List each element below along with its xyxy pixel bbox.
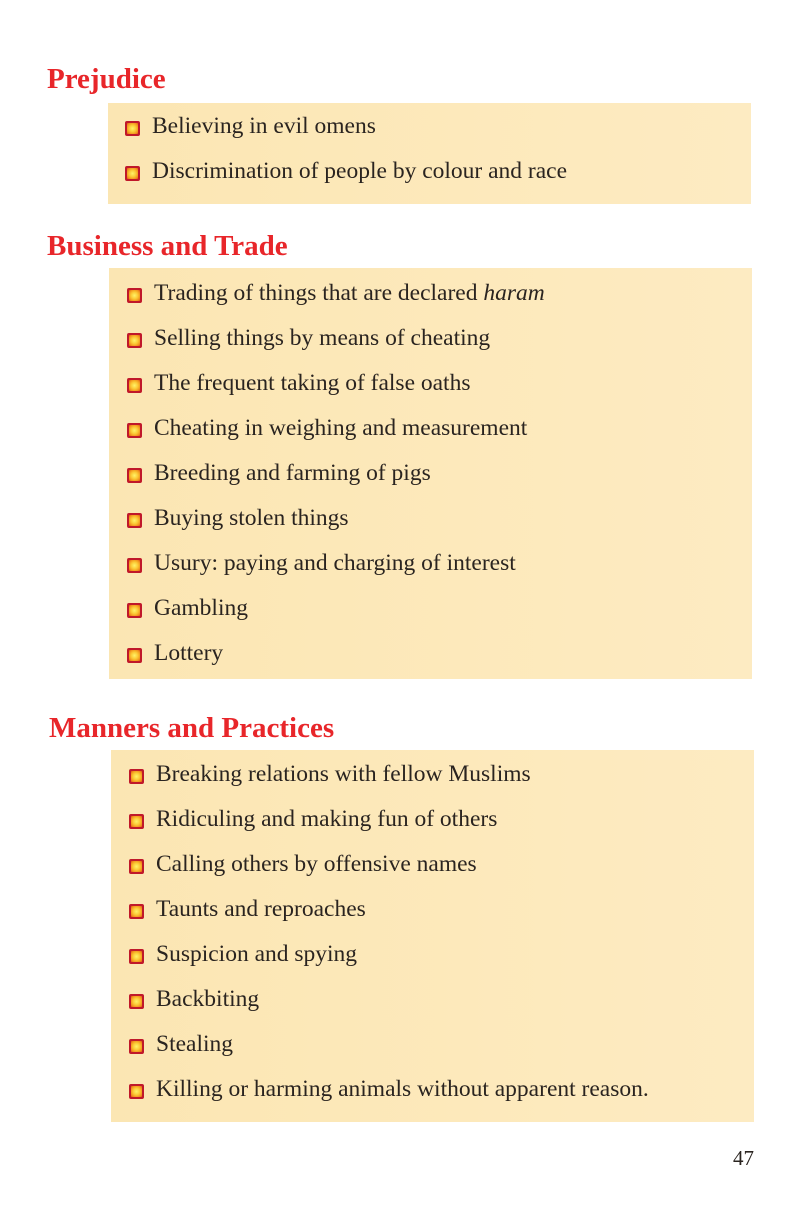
list-business-and-trade	[127, 271, 545, 676]
list-item	[127, 406, 545, 451]
square-bullet-icon	[127, 333, 142, 348]
square-bullet-icon	[129, 1084, 144, 1099]
square-bullet-icon	[129, 904, 144, 919]
square-bullet-icon	[127, 468, 142, 483]
list-item-text: Believing in evil omens	[152, 113, 376, 139]
list-item	[129, 977, 649, 1022]
list-item	[129, 1022, 649, 1067]
list-item-text: Calling others by offensive names	[156, 851, 477, 877]
square-bullet-icon	[125, 166, 140, 181]
list-item-text: Breeding and farming of pigs	[154, 460, 431, 486]
square-bullet-icon	[127, 558, 142, 573]
list-item-text: Selling things by means of cheating	[154, 325, 491, 351]
list-item	[127, 361, 545, 406]
list-item	[127, 271, 545, 316]
list-prejudice	[125, 104, 567, 194]
square-bullet-icon	[129, 814, 144, 829]
list-item	[129, 887, 649, 932]
list-item	[125, 149, 567, 194]
list-item-text: Stealing	[156, 1031, 234, 1057]
list-item-text: The frequent taking of false oaths	[154, 370, 471, 396]
square-bullet-icon	[129, 769, 144, 784]
square-bullet-icon	[127, 423, 142, 438]
list-item	[129, 1067, 649, 1112]
page-number: 47	[733, 1146, 754, 1170]
list-item-text: Buying stolen things	[154, 505, 349, 531]
square-bullet-icon	[127, 378, 142, 393]
list-item	[125, 104, 567, 149]
list-item	[127, 316, 545, 361]
list-item	[127, 451, 545, 496]
section-heading-manners-and-practices: Manners and Practices	[49, 712, 335, 744]
section-heading-business-and-trade: Business and Trade	[47, 230, 288, 262]
list-item	[127, 541, 545, 586]
square-bullet-icon	[129, 1039, 144, 1054]
square-bullet-icon	[127, 288, 142, 303]
list-item-text: Suspicion and spying	[156, 941, 358, 967]
list-item-text: Killing or harming animals without apparent reason.	[156, 1076, 649, 1102]
square-bullet-icon	[127, 603, 142, 618]
list-item	[129, 932, 649, 977]
list-item-text: Discrimination of people by colour and race	[152, 158, 568, 184]
list-item	[127, 631, 545, 676]
list-item	[129, 752, 649, 797]
list-item-text: Ridiculing and making fun of others	[156, 806, 498, 832]
square-bullet-icon	[127, 648, 142, 663]
square-bullet-icon	[129, 859, 144, 874]
list-item-text: Cheating in weighing and measurement	[154, 415, 528, 441]
list-item-text: Usury: paying and charging of interest	[154, 550, 516, 576]
list-item-text: Backbiting	[156, 986, 260, 1012]
list-item-text: Gambling	[154, 595, 248, 621]
list-item-text	[154, 280, 545, 307]
square-bullet-icon	[125, 121, 140, 136]
list-item-text-emphasis: haram	[483, 280, 545, 306]
square-bullet-icon	[129, 994, 144, 1009]
list-item-text: Taunts and reproaches	[156, 896, 366, 922]
square-bullet-icon	[129, 949, 144, 964]
list-manners-and-practices	[129, 752, 649, 1112]
list-item	[127, 496, 545, 541]
list-item	[127, 586, 545, 631]
list-item-text: Breaking relations with fellow Muslims	[156, 761, 531, 787]
square-bullet-icon	[127, 513, 142, 528]
list-item-text-plain: Trading of things that are declared	[154, 280, 484, 306]
list-item	[129, 842, 649, 887]
section-heading-prejudice: Prejudice	[47, 63, 166, 95]
list-item-text: Lottery	[154, 640, 224, 666]
list-item	[129, 797, 649, 842]
